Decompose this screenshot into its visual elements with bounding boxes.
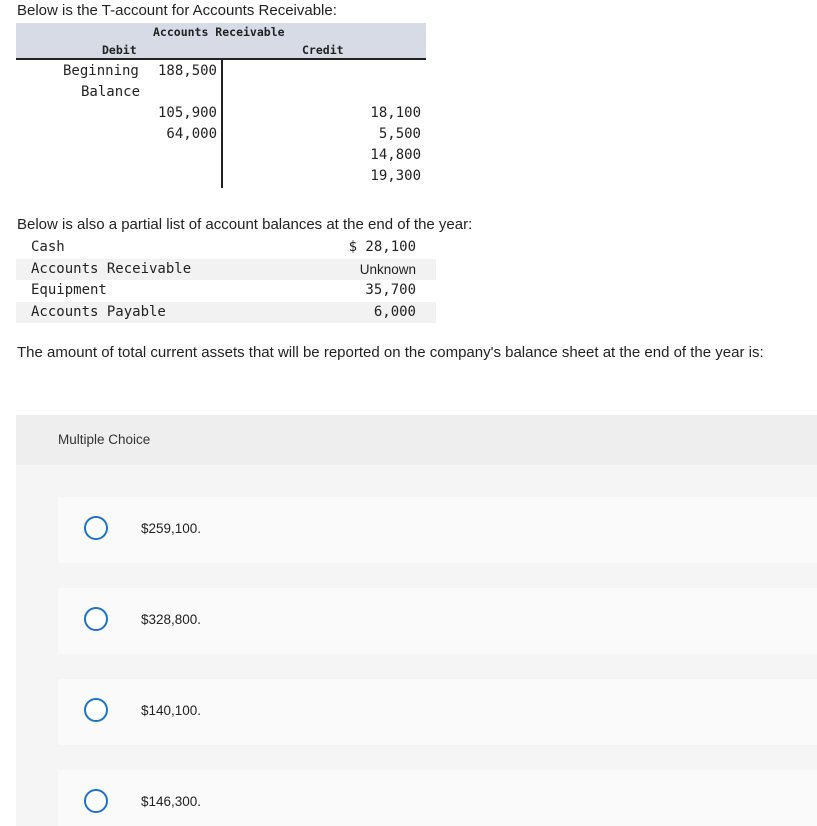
question-text: The amount of total current assets that will be reported on the company's balance sheet at the end of the year is: bbox=[17, 344, 764, 361]
debit-entry: 105,900 bbox=[157, 105, 217, 121]
taccount-intro-text: Below is the T-account for Accounts Receivable: bbox=[17, 2, 337, 19]
answer-option[interactable] bbox=[58, 770, 817, 826]
beginning-balance-label: Beginning bbox=[63, 63, 139, 79]
credit-column-header: Credit bbox=[302, 43, 344, 57]
account-name: Accounts Receivable bbox=[31, 260, 192, 277]
account-name: Accounts Payable bbox=[31, 303, 166, 320]
beginning-balance-amount: 188,500 bbox=[157, 63, 217, 79]
answer-option-label: $140,100. bbox=[141, 703, 202, 718]
multiple-choice-header bbox=[16, 415, 817, 465]
answer-option-label: $328,800. bbox=[141, 612, 202, 627]
choices-panel bbox=[16, 465, 817, 826]
radio-button-icon[interactable] bbox=[84, 789, 108, 813]
debit-column-header: Debit bbox=[102, 43, 137, 57]
account-value: 6,000 bbox=[373, 303, 416, 320]
t-account-title: Accounts Receivable bbox=[153, 25, 285, 39]
t-account-vertical-rule bbox=[221, 60, 223, 188]
accounts-receivable-t-account bbox=[16, 23, 426, 188]
answer-option-label: $146,300. bbox=[141, 794, 202, 809]
account-value: $ 28,100 bbox=[348, 239, 416, 255]
table-row bbox=[16, 237, 436, 259]
account-name: Cash bbox=[31, 239, 65, 255]
answer-option[interactable] bbox=[58, 679, 817, 745]
answer-option[interactable] bbox=[58, 588, 817, 654]
debit-entry: 64,000 bbox=[166, 126, 217, 142]
account-name: Equipment bbox=[31, 282, 107, 298]
account-value: Unknown bbox=[359, 261, 416, 277]
table-row bbox=[16, 280, 436, 302]
credit-entry: 19,300 bbox=[370, 168, 421, 184]
radio-button-icon[interactable] bbox=[84, 698, 108, 722]
radio-button-icon[interactable] bbox=[84, 516, 108, 540]
credit-entry: 18,100 bbox=[370, 105, 421, 121]
account-balances-table bbox=[16, 237, 436, 323]
radio-button-icon[interactable] bbox=[84, 607, 108, 631]
account-value: 35,700 bbox=[365, 282, 416, 298]
credit-entry: 5,500 bbox=[378, 126, 421, 142]
answer-option-label: $259,100. bbox=[141, 521, 202, 536]
multiple-choice-label: Multiple Choice bbox=[58, 432, 151, 447]
table-row bbox=[16, 259, 436, 281]
beginning-balance-label-line2: Balance bbox=[81, 84, 141, 100]
balances-intro-text: Below is also a partial list of account balances at the end of the year: bbox=[17, 216, 473, 233]
table-row bbox=[16, 302, 436, 324]
answer-option[interactable] bbox=[58, 497, 817, 563]
credit-entry: 14,800 bbox=[370, 147, 421, 163]
